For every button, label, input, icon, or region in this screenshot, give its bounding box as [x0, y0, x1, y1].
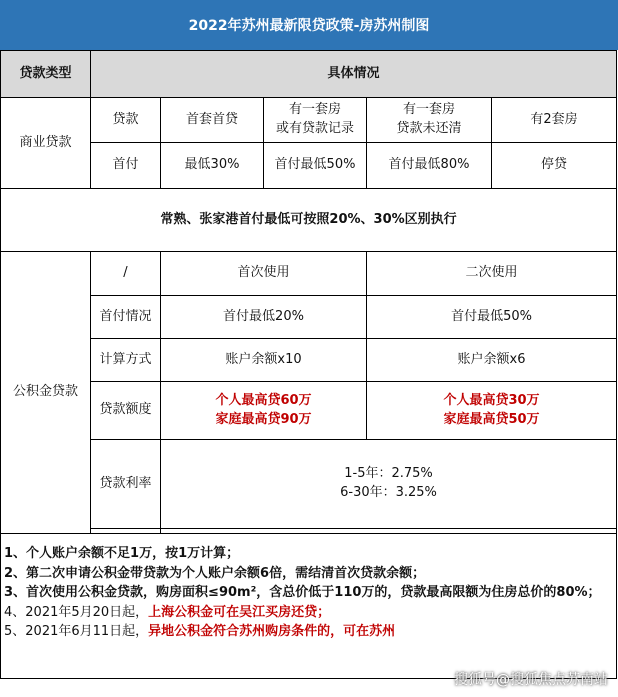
loan-type-header: 贷款类型 [1, 51, 91, 98]
commercial-row-label: 贷款 [91, 98, 161, 143]
note-prefix: 5、2021年6月11日起， [4, 624, 149, 639]
note-prefix: 4、2021年5月20日起， [4, 604, 149, 620]
commercial-row-label: 首付 [91, 143, 161, 189]
fund-limit-second: 个人最高贷30万 家庭最高贷50万 [367, 382, 617, 440]
housing-fund-label: 公积金贷款 [1, 252, 91, 534]
note-item [4, 622, 613, 642]
fund-row-label: 贷款额度 [91, 382, 161, 440]
fund-rate-value: 1-5年：2.75% 6-30年：3.25% [161, 440, 617, 529]
fund-row-label: 首付情况 [91, 296, 161, 339]
note-item: 1、个人账户余额不足1万，按1万计算； [4, 546, 240, 561]
fund-slash: / [91, 252, 161, 296]
fund-cell: 首付最低50% [367, 296, 617, 339]
watermark-text: 搜狐号@搜狐焦点苏南站 [454, 672, 608, 688]
commercial-cell: 首套首贷 [161, 98, 264, 143]
commercial-loan-label: 商业贷款 [1, 98, 91, 189]
commercial-cell: 有一套房 贷款未还清 [367, 98, 492, 143]
policy-table [0, 50, 617, 679]
fund-second-use-header: 二次使用 [367, 252, 617, 296]
fund-row-label: 计算方式 [91, 339, 161, 382]
fund-limit-first: 个人最高贷60万 家庭最高贷90万 [161, 382, 367, 440]
watermark [454, 669, 608, 689]
note-item [4, 603, 613, 623]
fund-first-use-header: 首次使用 [161, 252, 367, 296]
fund-row-label: 贷款利率 [91, 440, 161, 529]
fund-cell: 账户余额x6 [367, 339, 617, 382]
note-item: 2、第二次申请公积金带贷款为个人账户余额6倍，需结清首次贷款余额； [4, 565, 426, 581]
commercial-cell: 首付最低50% [264, 143, 367, 189]
commercial-cell: 停贷 [492, 143, 617, 189]
commercial-cell: 有一套房 或有贷款记录 [264, 98, 367, 143]
note-highlight: 上海公积金可在吴江买房还贷； [148, 604, 331, 620]
note-highlight: 异地公积金符合苏州购房条件的，可在苏州 [148, 624, 396, 639]
commercial-cell: 首付最低80% [367, 143, 492, 189]
commercial-cell: 有2套房 [492, 98, 617, 143]
commercial-cell: 最低30% [161, 143, 264, 189]
fund-cell: 账户余额x10 [161, 339, 367, 382]
notes-cell [1, 534, 617, 679]
note-item: 3、首次使用公积金贷款，购房面积≤90m²，含总价低于110万的，贷款最高限额为住房总价的80%； [4, 585, 601, 600]
sheet-title: 2022年苏州最新限贷政策-房苏州制图 [0, 0, 618, 50]
regional-note: 常熟、张家港首付最低可按照20%、30%区别执行 [1, 189, 617, 252]
fund-cell: 首付最低20% [161, 296, 367, 339]
details-header: 具体情况 [91, 51, 617, 98]
